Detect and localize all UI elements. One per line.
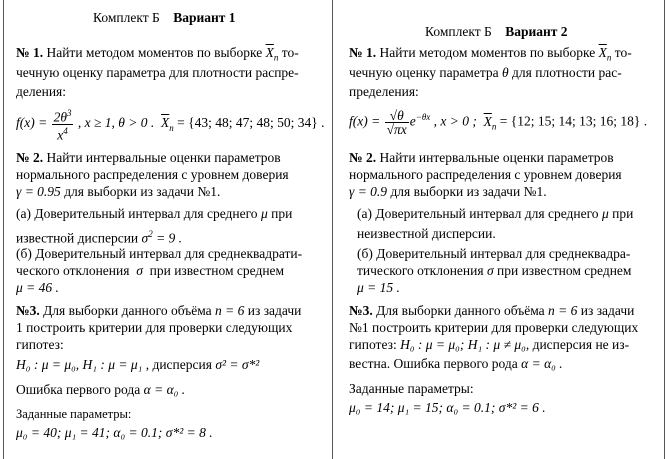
task-text: чечную оценку параметра [349,65,499,80]
mu-symbol: μ [260,206,268,221]
task-text: вестна. Ошибка первого рода [349,356,518,371]
task-text: при [271,206,293,221]
sample-subscript: n [273,52,279,63]
sigma-symbol: σ [486,263,494,278]
v2-task2b-line2 [357,263,631,279]
v2-params-title: Заданные параметры: [349,381,474,396]
task-text: из задачи [247,303,302,318]
v2-task2a-line2: неизвестной дисперсии. [357,226,496,241]
variance-value: = 9 . [156,230,183,246]
denominator-power: 4 [63,125,68,136]
sample-size: n = 6 [215,303,245,318]
sample-values: = {43; 48; 47; 48; 50; 34} . [177,115,325,131]
variant-2-header [425,24,568,40]
v2-task2b-line3: μ = 15 . [357,280,400,295]
v2-task2-line1 [349,150,614,166]
confidence-level: γ = 0.95 [16,184,61,199]
v2-task1-line2 [349,65,622,81]
kit-label: Комплект Б [93,10,160,25]
task-number: № 1. [349,45,377,60]
sample-symbol: $\overline{X}$ [483,113,492,129]
v1-task2b-line1: (б) Доверительный интервал для среднеквадрати- [16,246,303,261]
task-text: из задачи [580,303,635,318]
confidence-level: γ = 0.9 [349,184,388,199]
task-text: гипотез: [349,337,397,352]
task-text: то- [614,45,632,60]
task-text: при известном среднем [149,263,285,278]
v2-task2b-line1: (б) Доверительный интервал для среднеквадра- [357,246,631,261]
v2-task3-line2: №1 построить критерии для проверки следующих [349,320,639,335]
variant-1-header [93,10,236,26]
v1-params-values: μ₀ = 40; μ₁ = 41; α₀ = 0.1; σ*² = 8 . [16,425,213,440]
sigma-power: 2 [148,229,153,239]
v1-task2a-line1 [16,206,292,222]
sample-symbol: $\overline{X}$ [598,45,607,60]
formula-left: f(x) = [16,115,48,131]
variant-title: Вариант 1 [173,10,236,25]
v2-density-formula [349,109,647,136]
v1-task3-line1 [16,303,301,319]
v2-task3-line3 [349,337,629,353]
v1-density-formula [16,107,324,141]
task-text: Ошибка первого рода [16,382,141,397]
v1-task1-line2: чечную оценку параметра для плотности распре- [16,65,299,80]
task-text: , дисперсия не из- [525,337,630,352]
v2-task1-line3: пределения: [349,84,419,99]
task-text: то- [281,45,299,60]
task-text: (а) Доверительный интервал для среднего [16,206,258,221]
variant-2-column [333,0,664,459]
task-number: № 2. [349,150,377,165]
v2-task2-line3 [349,184,547,200]
v1-task2-line1 [16,150,281,166]
numerator-power: 3 [66,108,72,118]
v1-task2b-line2 [16,263,284,279]
task-number: № 1. [16,45,44,60]
sample-symbol: $\overline{X}$ [265,45,274,60]
v1-task2b-line3: μ = 46 . [16,280,59,295]
v1-params-title: Заданные параметры: [16,407,132,421]
task-text: Найти интервальные оценки параметров [46,150,281,165]
alpha-value: α = α₀ . [143,382,186,397]
variant-title: Вариант 2 [505,24,568,39]
v2-task1-line1 [349,45,632,66]
formula-fraction [52,107,74,141]
formula-left: f(x) = [349,113,381,129]
task-text: Найти методом моментов по выборке [379,45,596,60]
v2-params-values: μ₀ = 14; μ₁ = 15; α₀ = 0.1; σ*² = 6 . [349,400,546,415]
v1-task2-line2: нормального распределения с уровнем доверия [16,167,289,182]
v1-task2-line3 [16,184,220,200]
v1-task2a-line2 [16,226,182,247]
exponent: −θx [415,112,431,123]
task-text: для выборки из задачи №1. [64,184,221,199]
sample-values: = {12; 15; 14; 13; 16; 18} . [499,113,648,129]
v1-task3-line3: гипотез: [16,337,64,352]
task-text: ческого отклонения [16,263,130,278]
variance-condition: σ² = σ*² [215,357,260,372]
v1-hypotheses [16,357,259,373]
v1-error-line [16,382,185,398]
sigma-symbol: σ [141,230,149,246]
v1-task3-line2: 1 построить критерии для проверки следующих [16,320,293,335]
task-text: при известном среднем [497,263,632,278]
theta-symbol: θ [502,65,509,80]
exponent-base: e [409,113,416,129]
hypotheses: H₀ : μ = μ₀; H₁ : μ ≠ μ₀ [400,337,526,352]
task-text: для выборки из задачи №1. [390,184,547,199]
sigma-symbol: σ [136,263,143,278]
task-text: (а) Доверительный интервал для среднего [357,206,599,221]
task-number: №3. [16,303,40,318]
formula-condition: , x ≥ 1, θ > 0 . [77,115,155,131]
sample-subscript: n [606,52,612,63]
formula-fraction [385,109,409,136]
variant-1-column [0,0,332,459]
v2-task3-line1 [349,303,634,319]
task-text: при [612,206,634,221]
numerator: 2θ [53,109,67,125]
numerator: √θ [385,109,409,123]
task-number: № 2. [16,150,44,165]
sample-subscript: n [169,122,174,133]
alpha-value: α = α₀ . [521,356,563,371]
denominator: √πx [386,122,407,137]
v1-task1-line1 [16,45,299,66]
hypotheses: H₀ : μ = μ₀, H₁ : μ = μ₁ [16,357,143,372]
sample-symbol: $\overline{X}$ [161,115,170,131]
kit-label: Комплект Б [425,24,492,39]
task-text: Для выборки данного объёма [43,303,212,318]
formula-condition: , x > 0 ; [433,113,477,129]
denominator: x [57,127,64,142]
v2-task2a-line1 [357,206,633,222]
task-text: Найти методом моментов по выборке [46,45,263,60]
sample-subscript: n [491,121,497,132]
task-text: для плотности рас- [512,65,622,80]
right-border [664,0,665,459]
task-text: , дисперсия [145,357,212,372]
v2-task3-line4 [349,356,563,372]
task-number: №3. [349,303,373,318]
task-text: тического отклонения [357,263,484,278]
mu-symbol: μ [601,206,609,221]
v2-task2-line2: нормального распределения с уровнем доверия [349,167,622,182]
task-text: известной дисперсии [16,230,139,246]
task-text: Для выборки данного объёма [376,303,545,318]
task-text: Найти интервальные оценки параметров [379,150,614,165]
v1-task1-line3: деления: [16,84,66,99]
sample-size: n = 6 [548,303,578,318]
